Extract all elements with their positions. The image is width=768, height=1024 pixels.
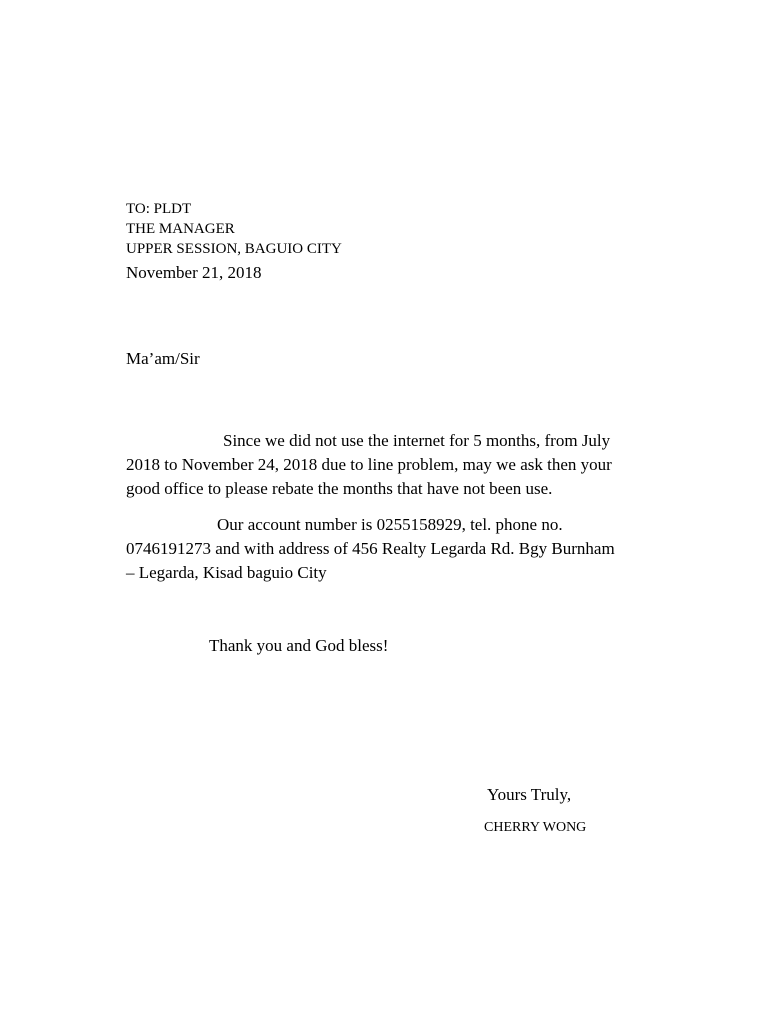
thanks-line: Thank you and God bless! <box>209 636 389 655</box>
recipient-line-1: TO: PLDT <box>126 201 192 217</box>
signer-name: CHERRY WONG <box>484 820 587 835</box>
paragraph-1-line-3: good office to please rebate the months that have not been use. <box>126 479 553 498</box>
closing-line: Yours Truly, <box>487 785 572 804</box>
salutation: Ma’am/Sir <box>126 349 200 368</box>
recipient-line-2: THE MANAGER <box>126 221 235 237</box>
paragraph-1-line-2: 2018 to November 24, 2018 due to line problem, may we ask then your <box>126 455 612 474</box>
body-paragraph-1 <box>126 429 646 501</box>
letter-date: November 21, 2018 <box>126 263 262 282</box>
recipient-line-3: UPPER SESSION, BAGUIO CITY <box>126 241 342 257</box>
body-paragraph-2 <box>126 513 646 585</box>
paragraph-2-line-2: 0746191273 and with address of 456 Realty Legarda Rd. Bgy Burnham <box>126 539 615 558</box>
paragraph-1-line-1: Since we did not use the internet for 5 months, from July <box>223 431 611 450</box>
paragraph-2-line-3: – Legarda, Kisad baguio City <box>126 563 327 582</box>
paragraph-2-line-1: Our account number is 0255158929, tel. phone no. <box>217 515 563 534</box>
